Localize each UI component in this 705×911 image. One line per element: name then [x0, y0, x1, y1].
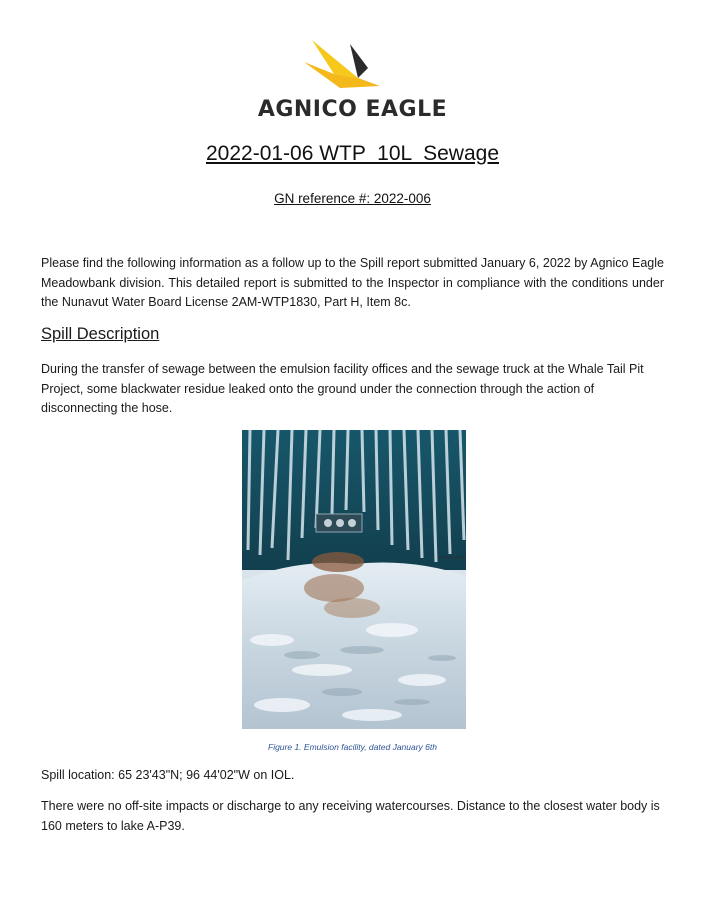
section-heading-spill-description: Spill Description	[41, 325, 160, 343]
intro-paragraph: Please find the following information as a follow up to the Spill report submitted January 6, 2022 by Agnico Eagle Meadowbank division. This detailed report is submitted to the Inspector in compliance with the conditions under the Nunavut Water Board License 2AM-WTP1830, Part H, Item 8c.	[41, 256, 664, 309]
emulsion-facility-photo	[242, 430, 466, 729]
figure-caption: Figure 1. Emulsion facility, dated January 6th	[268, 742, 437, 752]
impact-paragraph: There were no off-site impacts or discharge to any receiving watercourses. Distance to the closest water body is 160 meters to lake A-P39.	[41, 799, 660, 833]
report-title: 2022-01-06 WTP 10L Sewage	[205, 142, 499, 165]
spill-location: Spill location: 65 23'43"N; 96 44'02"W on IOL.	[41, 768, 295, 782]
company-name: AGNICO EAGLE	[257, 97, 448, 122]
gn-reference: GN reference #: 2022-006	[274, 191, 431, 206]
eagle-logo-icon	[300, 38, 384, 94]
spill-description-paragraph: During the transfer of sewage between the emulsion facility offices and the sewage truck at the Whale Tail Pit Project, some blackwater residue leaked onto the ground under the connection through the action of disconnecting the hose.	[41, 362, 644, 415]
